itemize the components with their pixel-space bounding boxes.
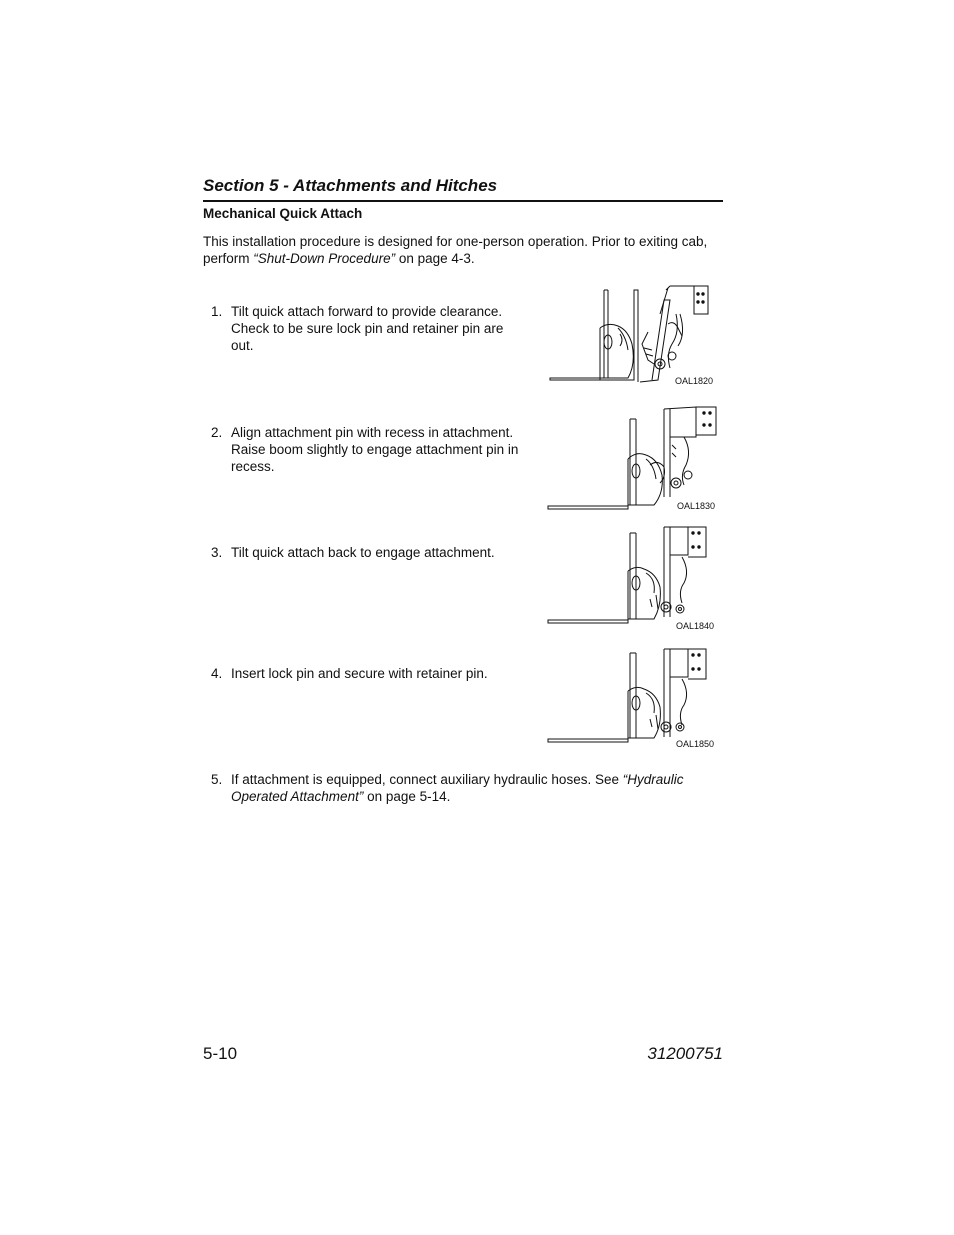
step-number: 1. xyxy=(211,304,223,319)
figure-2-illustration xyxy=(546,405,723,513)
step-text: If attachment is equipped, connect auxiliary hydraulic hoses. See xyxy=(231,772,623,787)
intro-paragraph xyxy=(203,233,728,267)
subheading: Mechanical Quick Attach xyxy=(203,206,363,221)
shutdown-procedure-link[interactable]: “Shut-Down Procedure” xyxy=(253,251,396,266)
figure-label: OAL1820 xyxy=(675,376,714,386)
document-number: 31200751 xyxy=(647,1044,723,1063)
figure-label: OAL1850 xyxy=(676,739,715,749)
hydraulic-attachment-link[interactable]: “Hydraulic Operated Attachment” xyxy=(231,772,684,804)
intro-text: This installation procedure is designed for one-person operation. Prior to exiting cab, perform xyxy=(203,234,708,266)
figure-label: OAL1830 xyxy=(677,501,716,511)
figure-label: OAL1840 xyxy=(676,621,715,631)
step-text: Insert lock pin and secure with retainer pin. xyxy=(231,666,488,681)
step-text: Tilt quick attach forward to provide clearance. Check to be sure lock pin and retainer pin are out. xyxy=(231,304,504,353)
step-number: 2. xyxy=(211,425,223,440)
intro-text-after: on page 4-3. xyxy=(395,251,475,266)
step-number: 4. xyxy=(211,666,223,681)
page-number: 5-10 xyxy=(203,1044,238,1063)
figure-3-illustration xyxy=(546,525,723,633)
step-text-after: on page 5-14. xyxy=(363,789,451,804)
step-number: 5. xyxy=(211,772,223,787)
figure-1-illustration xyxy=(548,284,723,386)
step-text: Tilt quick attach back to engage attachment. xyxy=(231,545,495,560)
step-number: 3. xyxy=(211,545,223,560)
section-title: Section 5 - Attachments and Hitches xyxy=(203,176,498,195)
header-rule xyxy=(203,200,723,202)
figure-4-illustration xyxy=(546,645,723,753)
step-text: Align attachment pin with recess in attachment. Raise boom slightly to engage attachment pin in recess. xyxy=(231,425,519,474)
